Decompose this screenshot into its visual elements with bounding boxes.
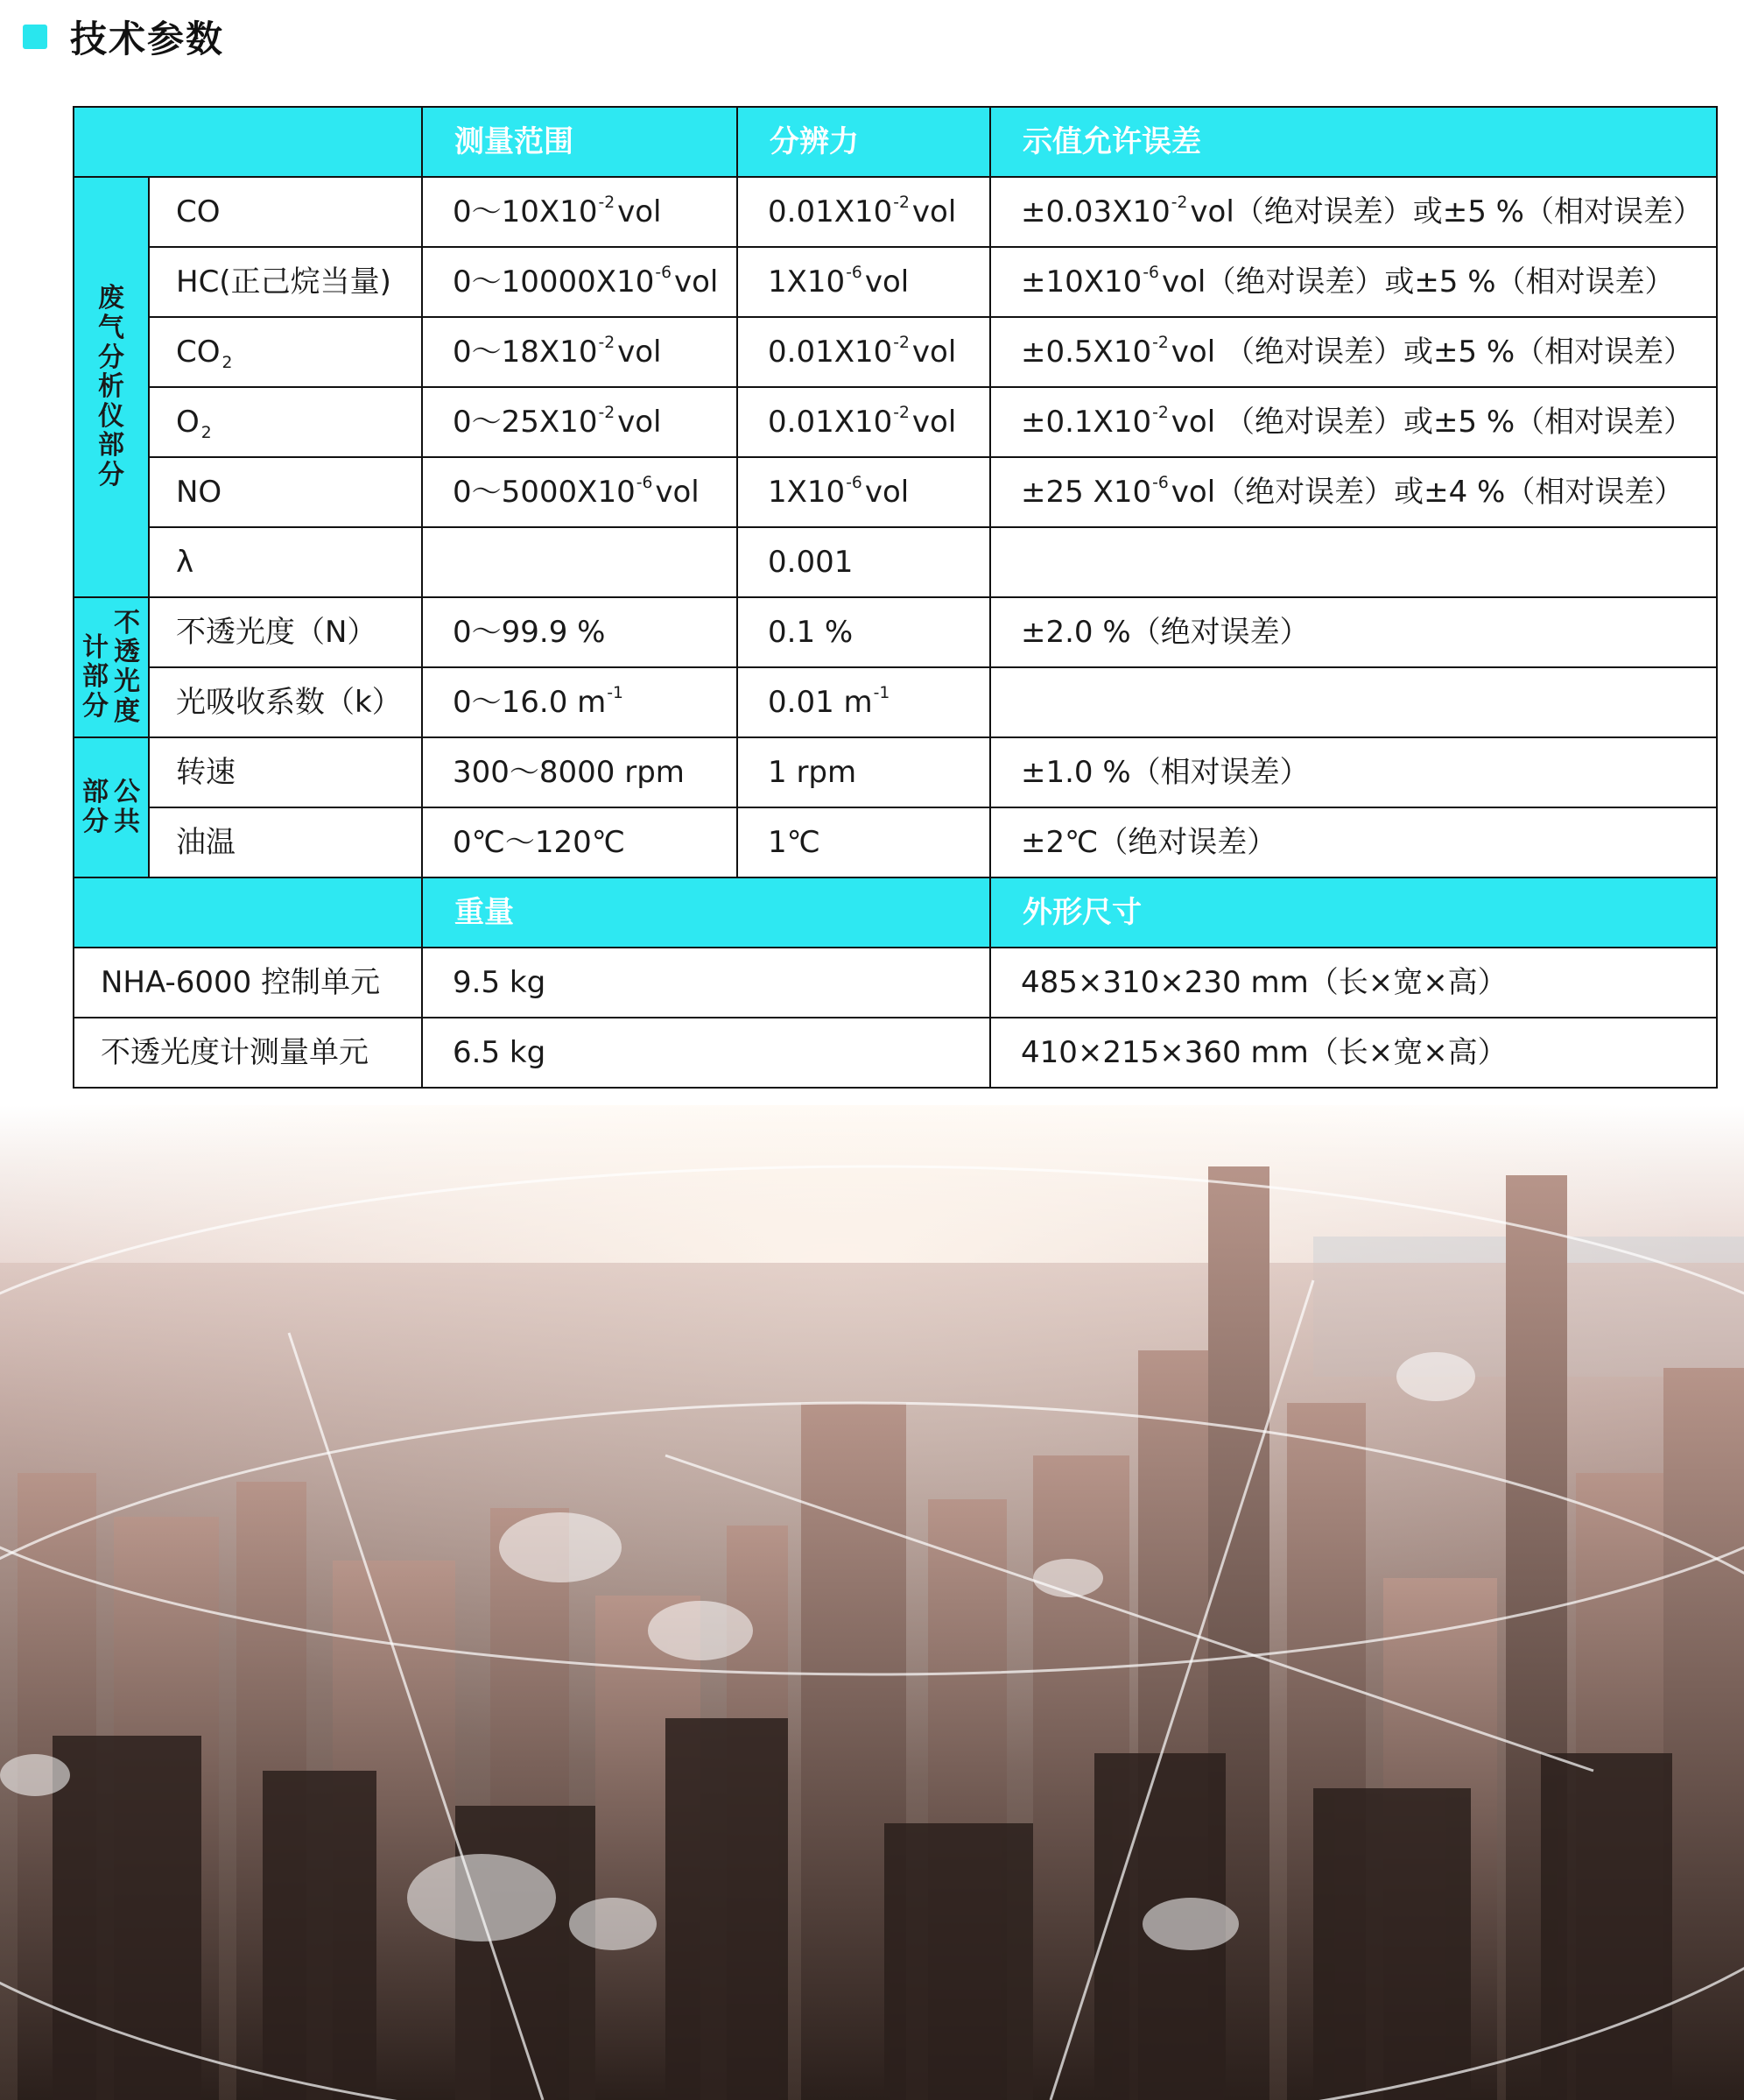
- group-label-opacity-meter: [74, 597, 149, 737]
- param-cell: HC(正己烷当量): [149, 247, 422, 317]
- range-cell: 300～8000 rpm: [422, 737, 737, 807]
- param-cell: O $_2$: [149, 387, 422, 457]
- table-header-row: [74, 107, 1717, 177]
- col-header-resolution: 分辨力: [737, 107, 990, 177]
- resolution-cell: $1X10^{-6}vol$: [737, 457, 990, 527]
- param-cell: 光吸收系数（k）: [149, 667, 422, 737]
- param-cell: λ: [149, 527, 422, 597]
- range-cell: $0\sim 5000X10^{-6}vol$: [422, 457, 737, 527]
- group-label-common-left: 部 分: [82, 777, 109, 837]
- spec-table: [73, 106, 1718, 1089]
- range-cell: 0～16.0 $m^{-1}$: [422, 667, 737, 737]
- error-cell: ±2.0 %（绝对误差）: [990, 597, 1717, 667]
- range-cell: [422, 527, 737, 597]
- table-row-co: [74, 177, 1717, 247]
- range-cell: $0\sim 25X10^{-2}vol$: [422, 387, 737, 457]
- resolution-cell: 0.001: [737, 527, 990, 597]
- table-row-hc: [74, 247, 1717, 317]
- resolution-cell: $1X10^{-6}vol$: [737, 247, 990, 317]
- table-row-lambda: [74, 527, 1717, 597]
- col-header-range: 测量范围: [422, 107, 737, 177]
- city-skyline-illustration: [0, 1105, 1744, 2100]
- table-row-speed: [74, 737, 1717, 807]
- error-cell: ±25 $X10^{-6}vol$（绝对误差）或±4 %（相对误差）: [990, 457, 1717, 527]
- error-cell: $\pm 0.03X10^{-2}vol$（绝对误差）或±5 %（相对误差）: [990, 177, 1717, 247]
- group-label-common: [74, 737, 149, 877]
- table-row-opacity: [74, 597, 1717, 667]
- range-cell: 0～99.9 %: [422, 597, 737, 667]
- section-header: [23, 12, 224, 61]
- unit-name-cell: 不透光度计测量单元: [74, 1018, 422, 1088]
- resolution-cell: 0.01 $m^{-1}$: [737, 667, 990, 737]
- size-cell: 410×215×360 mm（长×宽×高）: [990, 1018, 1717, 1088]
- param-cell: 油温: [149, 807, 422, 877]
- range-cell: $0\sim 10X10^{-2}vol$: [422, 177, 737, 247]
- param-cell: CO: [149, 177, 422, 247]
- param-cell: CO $_2$: [149, 317, 422, 387]
- error-cell: ±1.0 %（相对误差）: [990, 737, 1717, 807]
- square-bullet-icon: [23, 25, 47, 49]
- section-title: 技术参数: [70, 18, 225, 60]
- table-row-unit: [74, 948, 1717, 1018]
- physical-header-row: [74, 877, 1717, 948]
- param-cell: NO: [149, 457, 422, 527]
- param-cell: 不透光度（N）: [149, 597, 422, 667]
- col-header-size: 外形尺寸: [990, 877, 1717, 948]
- error-cell: $\pm 0.1X10^{-2}vol$ （绝对误差）或±5 %（相对误差）: [990, 387, 1717, 457]
- unit-name-cell: NHA-6000 控制单元: [74, 948, 422, 1018]
- error-cell: $\pm 10X10^{-6}vol$（绝对误差）或±5 %（相对误差）: [990, 247, 1717, 317]
- city-skyline-image: [0, 1105, 1744, 2100]
- range-cell: 0℃～120℃: [422, 807, 737, 877]
- table-row-no: [74, 457, 1717, 527]
- range-cell: $0\sim 18X10^{-2}vol$: [422, 317, 737, 387]
- table-row-unit: [74, 1018, 1717, 1088]
- group-label-opacity-right: 不 透 光 度: [114, 607, 140, 727]
- error-cell: $\pm 0.5X10^{-2}vol$ （绝对误差）或±5 %（相对误差）: [990, 317, 1717, 387]
- resolution-cell: $0.01X10^{-2}vol$: [737, 387, 990, 457]
- group-label-exhaust: [74, 177, 149, 597]
- resolution-cell: 1 rpm: [737, 737, 990, 807]
- header-blank-cell: [74, 877, 422, 948]
- group-label-exhaust-text: 废 气 分 析 仪 部 分: [98, 283, 124, 490]
- table-row-co2: [74, 317, 1717, 387]
- weight-cell: 6.5 kg: [422, 1018, 990, 1088]
- resolution-cell: $0.01X10^{-2}vol$: [737, 317, 990, 387]
- group-label-common-right: 公 共: [114, 777, 140, 837]
- table-row-oil-temp: [74, 807, 1717, 877]
- param-cell: 转速: [149, 737, 422, 807]
- table-row-o2: [74, 387, 1717, 457]
- resolution-cell: $0.01X10^{-2}vol$: [737, 177, 990, 247]
- resolution-cell: 1℃: [737, 807, 990, 877]
- error-cell: [990, 667, 1717, 737]
- size-cell: 485×310×230 mm（长×宽×高）: [990, 948, 1717, 1018]
- table-row-absorption: [74, 667, 1717, 737]
- weight-cell: 9.5 kg: [422, 948, 990, 1018]
- error-cell: [990, 527, 1717, 597]
- range-cell: $0\sim 10000X10^{-6}vol$: [422, 247, 737, 317]
- error-cell: ±2℃（绝对误差）: [990, 807, 1717, 877]
- col-header-error: 示值允许误差: [990, 107, 1717, 177]
- resolution-cell: 0.1 %: [737, 597, 990, 667]
- header-blank-cell: [74, 107, 422, 177]
- col-header-weight: 重量: [422, 877, 990, 948]
- group-label-opacity-left: 计 部 分: [82, 631, 109, 722]
